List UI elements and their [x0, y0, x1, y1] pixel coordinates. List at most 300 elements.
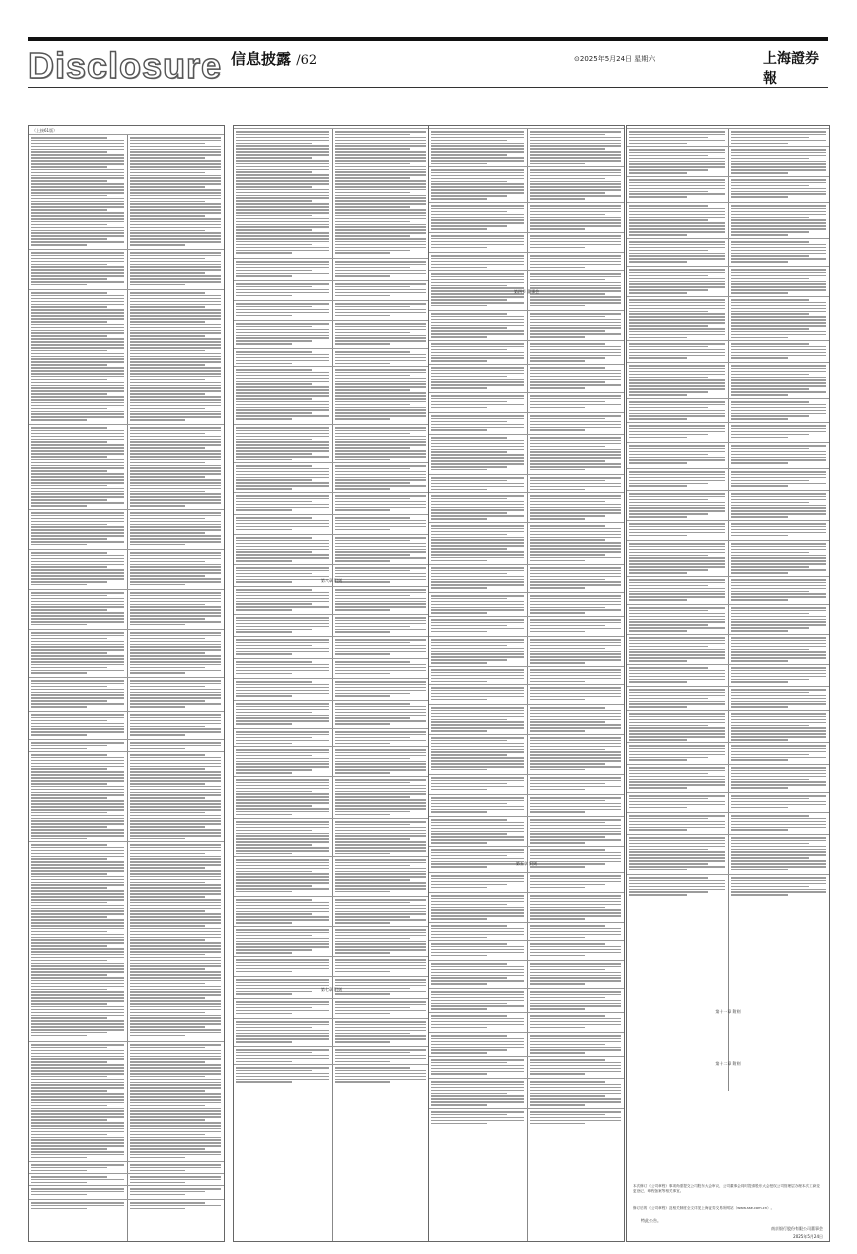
- text-line: [731, 824, 826, 826]
- text-line: [431, 443, 524, 445]
- text-line: [130, 910, 205, 912]
- table-row: [429, 636, 624, 667]
- table-cell: [31, 1164, 124, 1173]
- text-line: [530, 131, 621, 133]
- text-line: [335, 166, 426, 168]
- table-row: [627, 834, 829, 875]
- text-line: [236, 332, 329, 334]
- text-line: [629, 889, 725, 891]
- text-line: [335, 485, 426, 487]
- text-line: [31, 252, 124, 254]
- table-row: [29, 1199, 224, 1214]
- text-line: [431, 1044, 524, 1046]
- text-line: [431, 313, 507, 315]
- text-line: [31, 235, 124, 237]
- text-line: [130, 812, 205, 814]
- text-line: [431, 449, 524, 451]
- text-line: [236, 418, 292, 420]
- text-line: [629, 759, 687, 761]
- text-line: [335, 853, 390, 855]
- text-line: [431, 946, 524, 948]
- text-line: [431, 1021, 524, 1023]
- text-line: [335, 720, 426, 722]
- text-line: [130, 595, 221, 597]
- text-line: [236, 145, 329, 147]
- text-line: [530, 943, 605, 945]
- section-title-en: Disclosure: [28, 45, 223, 86]
- text-line: [31, 974, 107, 976]
- text-line: [530, 931, 621, 933]
- text-line: [130, 376, 221, 378]
- text-line: [530, 214, 605, 216]
- text-line: [236, 378, 329, 380]
- text-line: [31, 1009, 124, 1011]
- text-line: [530, 699, 585, 701]
- text-line: [236, 791, 312, 793]
- text-line: [431, 143, 524, 145]
- text-line: [31, 700, 107, 702]
- text-line: [31, 447, 124, 449]
- text-line: [629, 891, 708, 893]
- text-line: [335, 195, 426, 197]
- text-line: [130, 402, 221, 404]
- table-cell: [629, 445, 725, 465]
- text-line: [31, 624, 87, 626]
- table-cell: [431, 343, 524, 363]
- text-line: [629, 143, 687, 145]
- text-line: [731, 352, 826, 354]
- text-line: [335, 968, 426, 970]
- text-line: [335, 134, 410, 136]
- table-row: [627, 540, 829, 577]
- text-line: [236, 409, 329, 411]
- text-line: [130, 800, 221, 802]
- text-line: [731, 889, 826, 891]
- text-line: [130, 615, 221, 617]
- text-line: [31, 169, 124, 171]
- text-line: [130, 664, 221, 666]
- text-line: [731, 131, 826, 133]
- text-line: [629, 846, 725, 848]
- text-line: [731, 681, 788, 683]
- text-line: [130, 916, 221, 918]
- table-cell: [236, 261, 329, 278]
- text-line: [629, 169, 708, 171]
- text-line: [431, 418, 524, 420]
- text-line: [731, 499, 826, 501]
- text-line: [335, 1035, 426, 1037]
- text-line: [530, 975, 621, 977]
- text-line: [431, 357, 524, 359]
- text-line: [236, 916, 329, 918]
- text-line: [130, 488, 221, 490]
- text-line: [731, 308, 826, 310]
- text-line: [335, 971, 390, 973]
- text-line: [236, 876, 329, 878]
- text-line: [731, 516, 788, 518]
- text-line: [431, 955, 487, 957]
- text-line: [530, 336, 585, 338]
- table-cell: [629, 269, 725, 295]
- text-line: [236, 215, 312, 217]
- text-line: [335, 805, 426, 807]
- text-line: [236, 623, 329, 625]
- table-row: [429, 364, 624, 393]
- text-line: [335, 160, 426, 162]
- text-line: [236, 529, 292, 531]
- table-cell: [130, 592, 221, 627]
- text-line: [130, 476, 205, 478]
- text-line: [130, 430, 221, 432]
- text-line: [31, 261, 124, 263]
- section-name: 信息披露: [231, 50, 292, 68]
- text-line: [335, 617, 426, 619]
- text-line: [335, 681, 426, 683]
- text-line: [731, 413, 826, 415]
- text-line: [530, 972, 621, 974]
- text-line: [31, 275, 124, 277]
- text-line: [130, 535, 221, 537]
- text-line: [530, 678, 621, 680]
- text-line: [731, 428, 826, 430]
- table-cell: [236, 731, 329, 745]
- text-line: [130, 1142, 221, 1144]
- text-line: [629, 807, 687, 809]
- text-line: [236, 785, 329, 787]
- text-line: [335, 433, 410, 435]
- text-line: [431, 495, 524, 497]
- text-line: [31, 983, 124, 985]
- text-line: [530, 1021, 621, 1023]
- text-line: [530, 1038, 621, 1040]
- text-line: [130, 350, 205, 352]
- text-line: [130, 230, 205, 232]
- text-line: [731, 621, 826, 623]
- text-line: [130, 315, 221, 317]
- text-line: [130, 954, 205, 956]
- section-title-cn: [231, 48, 317, 69]
- text-line: [31, 370, 124, 372]
- text-line: [431, 855, 507, 857]
- text-line: [31, 960, 107, 962]
- table-cell: [629, 365, 725, 397]
- text-line: [31, 1070, 124, 1072]
- text-line: [130, 1105, 205, 1107]
- text-line: [530, 645, 621, 647]
- text-line: [530, 1003, 621, 1005]
- text-line: [130, 766, 221, 768]
- table-cell: [431, 525, 524, 563]
- text-line: [530, 1123, 585, 1125]
- text-line: [431, 367, 524, 369]
- table-cell: [335, 427, 426, 462]
- text-line: [731, 739, 788, 741]
- text-line: [31, 278, 107, 280]
- text-line: [731, 759, 788, 761]
- text-line: [31, 1058, 124, 1060]
- text-line: [31, 963, 124, 965]
- text-line: [731, 485, 788, 487]
- text-line: [335, 381, 426, 383]
- text-line: [236, 749, 329, 751]
- text-line: [31, 928, 124, 930]
- text-line: [31, 1026, 124, 1028]
- text-line: [31, 515, 124, 517]
- text-line: [335, 283, 426, 285]
- text-line: [236, 337, 329, 339]
- table-row: [627, 664, 829, 687]
- section-heading: 第四节 董事会: [513, 289, 540, 294]
- text-line: [431, 131, 524, 133]
- text-line: [629, 459, 725, 461]
- table-row: [627, 266, 829, 297]
- text-line: [31, 1134, 107, 1136]
- text-line: [236, 212, 329, 214]
- table-cell: [731, 667, 826, 684]
- text-line: [335, 667, 426, 669]
- text-line: [629, 579, 725, 581]
- text-line: [236, 401, 329, 403]
- table-cell: [236, 369, 329, 421]
- text-line: [530, 235, 621, 237]
- text-line: [236, 537, 312, 539]
- text-line: [236, 177, 329, 179]
- text-line: [335, 859, 426, 861]
- text-line: [236, 151, 329, 153]
- text-line: [31, 552, 107, 554]
- table-row: [29, 629, 224, 678]
- text-line: [236, 557, 329, 559]
- text-line: [335, 151, 426, 153]
- table-row: [29, 751, 224, 842]
- text-line: [731, 211, 826, 213]
- text-line: [431, 760, 524, 762]
- table-row: [29, 711, 224, 740]
- text-line: [335, 409, 426, 411]
- text-line: [530, 1073, 585, 1075]
- text-line: [130, 491, 205, 493]
- table-row: [429, 988, 624, 1013]
- text-line: [629, 191, 708, 193]
- text-line: [629, 851, 725, 853]
- text-line: [530, 346, 621, 348]
- text-line: [130, 1164, 221, 1166]
- text-line: [431, 360, 487, 362]
- text-line: [629, 188, 725, 190]
- text-line: [31, 569, 124, 571]
- text-line: [530, 545, 621, 547]
- text-line: [236, 922, 292, 924]
- text-line: [530, 579, 605, 581]
- text-line: [431, 607, 524, 609]
- text-line: [31, 244, 87, 246]
- text-line: [236, 868, 329, 870]
- text-line: [431, 1027, 487, 1029]
- text-line: [335, 560, 390, 562]
- table-cell: [236, 589, 329, 612]
- text-line: [236, 1073, 329, 1075]
- text-line: [530, 895, 621, 897]
- text-line: [530, 313, 621, 315]
- text-line: [431, 1068, 524, 1070]
- text-line: [130, 879, 221, 881]
- text-line: [530, 786, 621, 788]
- text-line: [236, 154, 329, 156]
- text-line: [31, 853, 124, 855]
- text-line: [335, 267, 410, 269]
- text-line: [629, 689, 725, 691]
- text-line: [130, 444, 221, 446]
- text-line: [431, 401, 507, 403]
- text-line: [236, 879, 329, 881]
- table-cell: [530, 639, 621, 665]
- text-line: [530, 534, 621, 536]
- text-line: [130, 1017, 221, 1019]
- text-line: [130, 867, 205, 869]
- text-line: [335, 252, 390, 254]
- text-line: [530, 639, 621, 641]
- text-line: [31, 1125, 124, 1127]
- text-line: [731, 654, 826, 656]
- text-line: [130, 295, 221, 297]
- text-line: [236, 661, 312, 663]
- text-line: [629, 371, 725, 373]
- text-line: [731, 555, 826, 557]
- text-line: [530, 800, 605, 802]
- text-line: [236, 200, 312, 202]
- text-line: [130, 1023, 221, 1025]
- text-line: [530, 548, 621, 550]
- text-line: [530, 754, 621, 756]
- text-line: [236, 504, 329, 506]
- text-line: [629, 428, 725, 430]
- text-line: [431, 451, 507, 453]
- text-line: [629, 757, 708, 759]
- text-line: [31, 661, 124, 663]
- text-line: [335, 833, 426, 835]
- text-line: [31, 757, 124, 759]
- text-line: [31, 595, 107, 597]
- text-line: [31, 241, 124, 243]
- table-row: [627, 176, 829, 203]
- table-cell: [731, 205, 826, 237]
- text-line: [431, 579, 524, 581]
- table-row: [234, 700, 429, 729]
- text-line: [629, 391, 708, 393]
- text-line: [629, 722, 725, 724]
- text-line: [629, 410, 725, 412]
- text-line: [629, 418, 687, 420]
- text-line: [629, 425, 725, 427]
- text-line: [530, 656, 621, 658]
- text-line: [130, 835, 221, 837]
- text-line: [31, 910, 124, 912]
- table-cell: [335, 661, 426, 675]
- text-line: [236, 838, 329, 840]
- text-line: [130, 806, 221, 808]
- text-line: [530, 486, 621, 488]
- text-line: [530, 264, 621, 266]
- text-line: [335, 215, 426, 217]
- text-line: [431, 515, 524, 517]
- text-line: [130, 655, 221, 657]
- table-cell: [731, 269, 826, 295]
- text-line: [431, 713, 524, 715]
- table-cell: [731, 425, 826, 439]
- text-line: [31, 473, 124, 475]
- text-line: [530, 1059, 605, 1061]
- text-line: [335, 1076, 426, 1078]
- table-cell: [530, 777, 621, 791]
- text-line: [335, 606, 426, 608]
- table-cell: [236, 929, 329, 955]
- table-cell: [731, 299, 826, 339]
- text-line: [31, 980, 124, 982]
- text-line: [31, 361, 124, 363]
- text-line: [130, 306, 205, 308]
- text-line: [236, 436, 329, 438]
- text-line: [629, 593, 725, 595]
- text-line: [629, 286, 725, 288]
- text-line: [731, 818, 826, 820]
- table-cell: [431, 1111, 524, 1125]
- text-line: [629, 651, 725, 653]
- text-line: [130, 505, 185, 507]
- table-cell: [130, 1164, 221, 1173]
- table-cell: [236, 1049, 329, 1063]
- text-line: [31, 1145, 124, 1147]
- text-line: [130, 644, 221, 646]
- text-line: [731, 776, 826, 778]
- text-line: [431, 907, 524, 909]
- comparison-table: [29, 134, 224, 1241]
- text-line: [629, 355, 725, 357]
- text-line: [731, 751, 826, 753]
- text-line: [130, 341, 221, 343]
- text-line: [431, 466, 507, 468]
- text-line: [530, 352, 621, 354]
- table-row: [429, 232, 624, 253]
- text-line: [236, 203, 329, 205]
- text-line: [629, 477, 725, 479]
- text-line: [130, 1108, 221, 1110]
- text-line: [31, 689, 124, 691]
- table-cell: [731, 637, 826, 663]
- text-line: [236, 389, 329, 391]
- text-line: [629, 840, 725, 842]
- text-line: [130, 151, 221, 153]
- text-line: [130, 327, 221, 329]
- table-row: [29, 1185, 224, 1200]
- table-cell: [629, 579, 725, 602]
- text-line: [31, 1082, 124, 1084]
- text-line: [31, 436, 124, 438]
- text-line: [629, 275, 708, 277]
- text-line: [431, 560, 487, 562]
- text-line: [130, 1110, 221, 1112]
- table-cell: [530, 991, 621, 1011]
- text-line: [530, 909, 621, 911]
- text-line: [335, 546, 426, 548]
- text-line: [236, 833, 329, 835]
- table-cell: [530, 437, 621, 472]
- text-line: [530, 404, 621, 406]
- text-line: [31, 382, 124, 384]
- text-line: [431, 1114, 507, 1116]
- text-line: [530, 401, 605, 403]
- text-line: [236, 392, 329, 394]
- table-cell: [236, 323, 329, 346]
